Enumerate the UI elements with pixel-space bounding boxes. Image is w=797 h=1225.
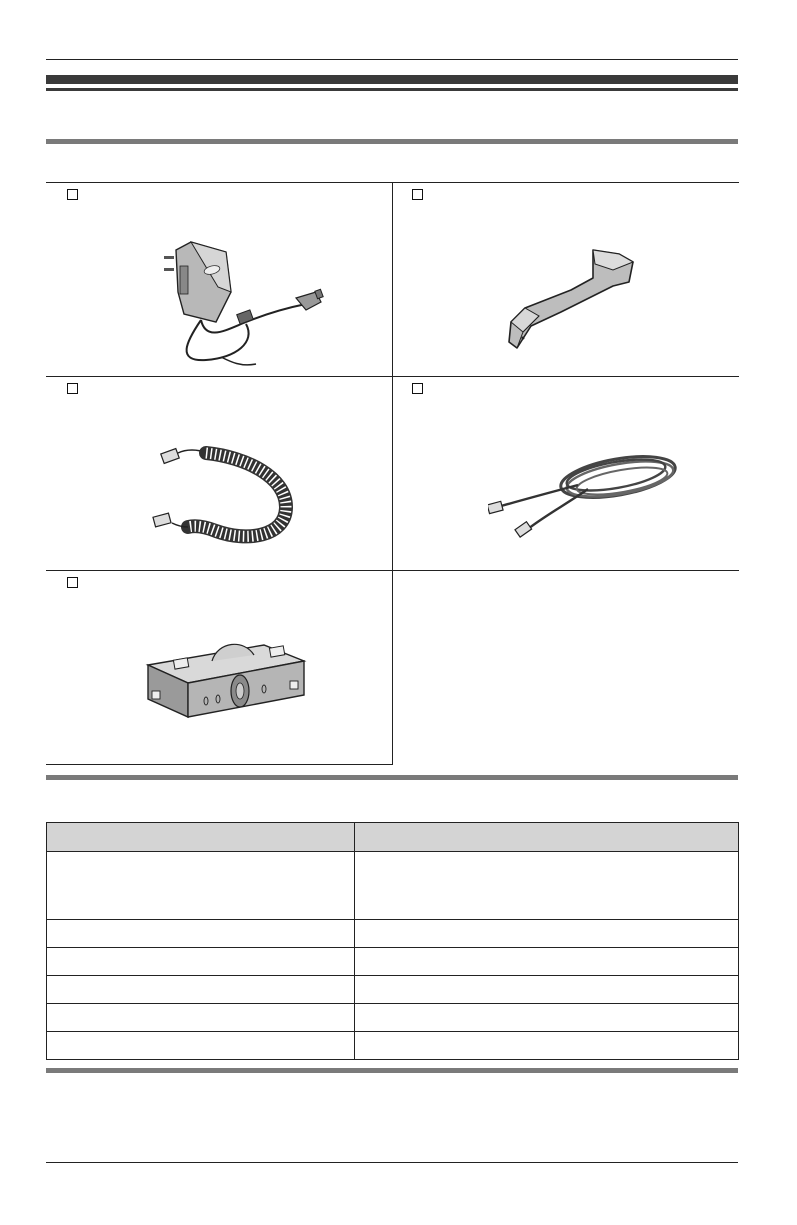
table-header-cell [47, 823, 355, 852]
table-row [47, 1032, 739, 1060]
table-cell [355, 976, 739, 1004]
table-cell [47, 852, 355, 920]
telephone-line-cord-icon [488, 445, 688, 555]
table-row [47, 976, 739, 1004]
table-cell [355, 1032, 739, 1060]
accessory-item-telephone-line-cord [393, 377, 739, 570]
table-cell [47, 920, 355, 948]
checkbox[interactable] [67, 189, 78, 200]
footer-rule [46, 1162, 738, 1163]
title-bar [46, 75, 738, 84]
handset-icon [501, 242, 651, 362]
section-accessories-rule [46, 139, 738, 144]
header-rule [46, 59, 738, 60]
specs-table [46, 822, 739, 1060]
section-notes-rule [46, 1068, 738, 1073]
section-specs-rule [46, 775, 738, 780]
table-header-cell [355, 823, 739, 852]
ac-adaptor-icon [146, 232, 326, 382]
title-underline [46, 88, 738, 91]
accessories-grid [46, 182, 739, 766]
table-cell [355, 852, 739, 920]
accessory-item-handset [393, 182, 739, 376]
accessory-item-ac-adaptor [46, 182, 392, 376]
accessory-item-handset-cord [46, 377, 392, 570]
table-header-row [47, 823, 739, 852]
checkbox[interactable] [67, 383, 78, 394]
table-row [47, 1004, 739, 1032]
handset-cord-icon [146, 427, 316, 557]
table-row [47, 852, 739, 920]
table-cell [47, 1032, 355, 1060]
table-row [47, 920, 739, 948]
checkbox[interactable] [67, 577, 78, 588]
checkbox[interactable] [412, 383, 423, 394]
wall-mounting-adaptor-icon [144, 631, 324, 731]
accessory-item-wall-mounting-adaptor [46, 571, 392, 764]
table-cell [355, 1004, 739, 1032]
table-cell [355, 920, 739, 948]
table-row [47, 948, 739, 976]
table-cell [355, 948, 739, 976]
checkbox[interactable] [412, 189, 423, 200]
table-cell [47, 948, 355, 976]
table-cell [47, 1004, 355, 1032]
table-cell [47, 976, 355, 1004]
